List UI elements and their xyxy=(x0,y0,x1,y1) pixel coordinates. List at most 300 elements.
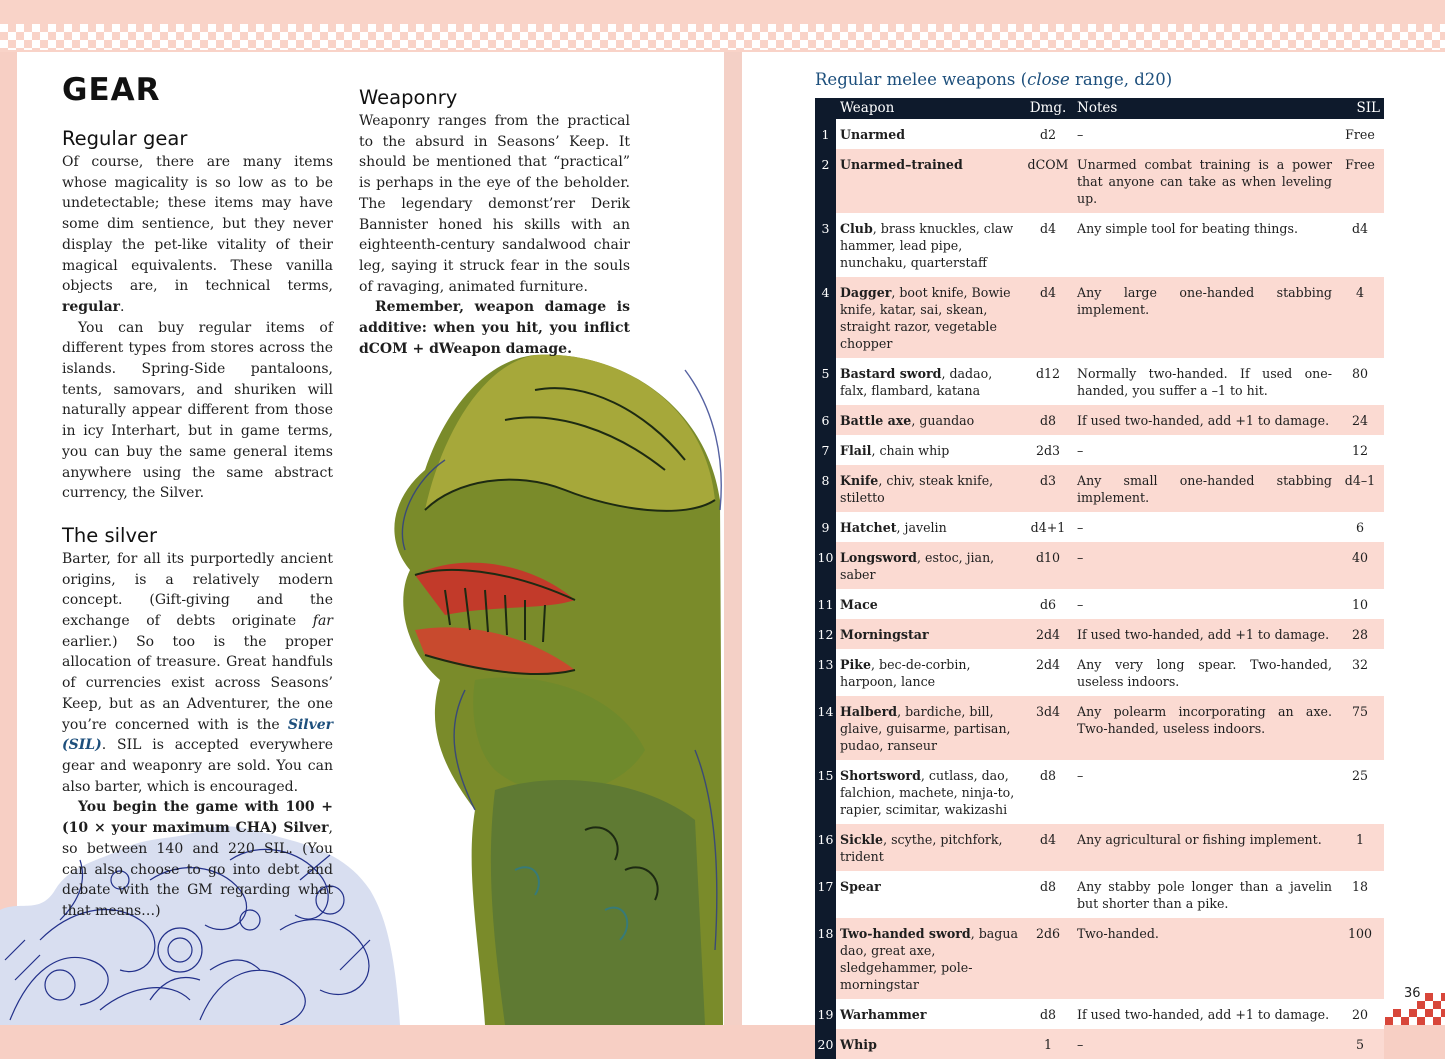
row-number: 18 xyxy=(815,918,836,999)
notes-cell: – xyxy=(1073,512,1336,542)
checker-square xyxy=(448,40,456,48)
checker-square xyxy=(640,24,648,32)
checker-square xyxy=(440,48,448,50)
checker-square xyxy=(856,48,864,50)
checker-square xyxy=(1168,24,1176,32)
damage-cell: d4 xyxy=(1023,213,1073,277)
checker-square xyxy=(712,32,720,40)
checker-square xyxy=(992,40,1000,48)
checker-square xyxy=(1344,40,1352,48)
sil-cell: 5 xyxy=(1336,1029,1384,1059)
checker-square xyxy=(328,32,336,40)
table-row xyxy=(815,358,1384,405)
checker-square xyxy=(344,32,352,40)
checker-square xyxy=(808,32,816,40)
table-row xyxy=(815,871,1384,918)
checker-square xyxy=(848,40,856,48)
checker-square xyxy=(920,48,928,50)
table-row xyxy=(815,649,1384,696)
checker-square xyxy=(288,40,296,48)
checker-square xyxy=(96,40,104,48)
regular-gear-paragraph-1 xyxy=(62,152,333,318)
checker-square xyxy=(40,32,48,40)
checker-square xyxy=(832,40,840,48)
checker-square xyxy=(272,24,280,32)
notes-cell: Any very long spear. Two-handed, useless indoors. xyxy=(1073,649,1336,696)
checker-square xyxy=(848,24,856,32)
checker-square xyxy=(608,40,616,48)
weapon-variants: , dadao, falx, flambard, katana xyxy=(840,366,993,398)
silver-text-b: earlier.) So too is the proper allocation of treasure. Great handfuls of currencies exist across Seasons’ Keep, but as an Adventurer, the one you’re concerned with is the xyxy=(62,633,333,733)
row-number: 15 xyxy=(815,760,836,824)
checker-square xyxy=(856,32,864,40)
checker-square xyxy=(952,48,960,50)
checker-square xyxy=(1432,32,1440,40)
checker-square xyxy=(1232,40,1240,48)
regular-gear-text: Of course, there are many items whose magicality is so low as to be undetectable; these items may have some dim sentience, but they never display the pet-like vitality of their magical equivalents. These vanilla objects are, in technical terms, xyxy=(62,154,333,295)
corner-checker-square xyxy=(1425,993,1433,1001)
checker-square xyxy=(1096,32,1104,40)
weapon-name: Sickle xyxy=(840,832,884,847)
weapon-cell xyxy=(836,277,1023,358)
weapon-variants: , bec-de-corbin, harpoon, lance xyxy=(840,657,971,689)
checker-square xyxy=(864,40,872,48)
weapon-variants: , bardiche, bill, glaive, guisarme, partisan, pudao, ranseur xyxy=(840,704,1011,753)
checker-square xyxy=(432,24,440,32)
checker-square xyxy=(520,48,528,50)
weapon-cell xyxy=(836,589,1023,619)
checker-square xyxy=(1024,24,1032,32)
checker-square xyxy=(336,40,344,48)
top-border-band xyxy=(0,0,1445,52)
weapon-name: Longsword xyxy=(840,550,917,565)
checker-square xyxy=(1424,24,1432,32)
checker-square xyxy=(768,24,776,32)
weapon-variants: , brass knuckles, claw hammer, lead pipe, nunchaku, quarterstaff xyxy=(840,221,1014,270)
checker-square xyxy=(528,24,536,32)
checker-square xyxy=(704,40,712,48)
sil-cell: 25 xyxy=(1336,760,1384,824)
damage-cell: 2d6 xyxy=(1023,918,1073,999)
checker-square xyxy=(488,32,496,40)
checker-square xyxy=(16,40,24,48)
checker-square xyxy=(320,24,328,32)
weapon-cell xyxy=(836,871,1023,918)
checker-square xyxy=(608,24,616,32)
checker-square xyxy=(920,32,928,40)
checker-square xyxy=(568,48,576,50)
checker-square xyxy=(1080,32,1088,40)
checker-square xyxy=(1088,40,1096,48)
checker-square xyxy=(664,32,672,40)
notes-cell: Two-handed. xyxy=(1073,918,1336,999)
checker-square xyxy=(1072,40,1080,48)
checker-square xyxy=(984,32,992,40)
checker-square xyxy=(672,24,680,32)
damage-cell: 3d4 xyxy=(1023,696,1073,760)
damage-cell: d4+1 xyxy=(1023,512,1073,542)
checker-square xyxy=(256,40,264,48)
table-title-a: Regular melee weapons ( xyxy=(815,70,1028,89)
checker-square xyxy=(504,32,512,40)
corner-checker-square xyxy=(1433,1017,1441,1025)
checker-square xyxy=(1376,40,1384,48)
checker-square xyxy=(784,24,792,32)
checker-square xyxy=(176,40,184,48)
checker-square xyxy=(1200,24,1208,32)
checker-square xyxy=(456,48,464,50)
weapon-name: Unarmed–trained xyxy=(840,157,963,172)
checker-square xyxy=(1280,40,1288,48)
checker-square xyxy=(1168,40,1176,48)
checker-square xyxy=(1144,48,1152,50)
weapon-name: Mace xyxy=(840,597,878,612)
row-number: 16 xyxy=(815,824,836,871)
checker-square xyxy=(1136,24,1144,32)
weapon-variants: , bagua dao, great axe, sledgehammer, pole-morningstar xyxy=(840,926,1018,992)
checker-square xyxy=(512,24,520,32)
silver-paragraph-2 xyxy=(62,797,333,921)
checker-square xyxy=(160,40,168,48)
sil-cell: 12 xyxy=(1336,435,1384,465)
weapon-cell xyxy=(836,405,1023,435)
checker-square xyxy=(688,24,696,32)
checker-square xyxy=(696,48,704,50)
checker-square xyxy=(712,48,720,50)
weapon-name: Shortsword xyxy=(840,768,921,783)
checker-square xyxy=(400,40,408,48)
checker-square xyxy=(1048,48,1056,50)
checker-square xyxy=(1048,32,1056,40)
checker-square xyxy=(968,32,976,40)
weapon-variants: , boot knife, Bowie knife, katar, sai, skean, straight razor, vegetable chopper xyxy=(840,285,1011,351)
checker-square xyxy=(120,48,128,50)
weapon-name: Bastard sword xyxy=(840,366,942,381)
checker-square xyxy=(1384,32,1392,40)
weapon-variants: , cutlass, dao, falchion, machete, ninja-to, rapier, scimitar, wakizashi xyxy=(840,768,1015,817)
checker-square xyxy=(648,48,656,50)
weapon-cell xyxy=(836,824,1023,871)
checker-square xyxy=(568,32,576,40)
table-row xyxy=(815,918,1384,999)
row-number: 1 xyxy=(815,119,836,149)
header-notes: Notes xyxy=(1073,98,1336,119)
checker-square xyxy=(624,24,632,32)
checker-square xyxy=(320,40,328,48)
damage-cell: d8 xyxy=(1023,760,1073,824)
checker-square xyxy=(32,40,40,48)
checker-square xyxy=(1320,32,1328,40)
checker-square xyxy=(72,48,80,50)
checker-square xyxy=(1328,40,1336,48)
checker-square xyxy=(1176,48,1184,50)
sil-cell: Free xyxy=(1336,149,1384,213)
checker-square xyxy=(528,40,536,48)
checker-square xyxy=(304,40,312,48)
checker-square xyxy=(1256,32,1264,40)
checker-square xyxy=(264,32,272,40)
checker-square xyxy=(1128,32,1136,40)
row-number: 12 xyxy=(815,619,836,649)
checker-square xyxy=(664,48,672,50)
checker-square xyxy=(832,24,840,32)
checker-square xyxy=(1336,32,1344,40)
checker-square xyxy=(792,48,800,50)
row-number: 14 xyxy=(815,696,836,760)
checker-square xyxy=(1120,40,1128,48)
silver-currency-term: Silver (SIL) xyxy=(62,716,333,754)
checker-square xyxy=(1256,48,1264,50)
notes-cell: Any small one-handed stabbing implement. xyxy=(1073,465,1336,512)
checker-square xyxy=(312,32,320,40)
checker-square xyxy=(304,24,312,32)
checker-square xyxy=(32,24,40,32)
checker-square xyxy=(640,40,648,48)
checker-square xyxy=(344,48,352,50)
checker-square xyxy=(64,40,72,48)
checker-square xyxy=(728,48,736,50)
checker-square xyxy=(1360,24,1368,32)
checker-square xyxy=(0,40,8,48)
damage-cell: 1 xyxy=(1023,1029,1073,1059)
checker-square xyxy=(1408,40,1416,48)
corner-checker-square xyxy=(1409,1009,1417,1017)
header-weapon: Weapon xyxy=(836,98,1023,119)
checker-square xyxy=(104,32,112,40)
starting-silver-text: , so between 140 and 220 SIL. (You can also choose to go into debt and debate with the GM regarding what that means…) xyxy=(62,820,333,919)
table-title xyxy=(815,70,1172,89)
notes-cell: Any simple tool for beating things. xyxy=(1073,213,1336,277)
checker-square xyxy=(1032,48,1040,50)
checker-square xyxy=(1368,32,1376,40)
sil-cell: d4–1 xyxy=(1336,465,1384,512)
row-number: 6 xyxy=(815,405,836,435)
checker-square xyxy=(360,48,368,50)
weapon-variants: , javelin xyxy=(896,520,947,535)
checker-square xyxy=(56,48,64,50)
checker-square xyxy=(424,32,432,40)
weapon-name: Whip xyxy=(840,1037,877,1052)
checker-square xyxy=(752,40,760,48)
weapon-name: Battle axe xyxy=(840,413,912,428)
sil-cell: 40 xyxy=(1336,542,1384,589)
sil-cell: 24 xyxy=(1336,405,1384,435)
header-damage: Dmg. xyxy=(1023,98,1073,119)
weapon-name: Morningstar xyxy=(840,627,929,642)
damage-cell: d8 xyxy=(1023,405,1073,435)
checker-square xyxy=(1328,24,1336,32)
checker-square xyxy=(1272,32,1280,40)
checker-square xyxy=(1440,24,1445,32)
checker-square xyxy=(1296,24,1304,32)
checker-square xyxy=(168,48,176,50)
checker-square xyxy=(888,32,896,40)
checker-square xyxy=(1040,24,1048,32)
weapon-cell xyxy=(836,649,1023,696)
damage-cell: dCOM xyxy=(1023,149,1073,213)
checker-square xyxy=(1008,24,1016,32)
checker-square xyxy=(1160,48,1168,50)
checker-square xyxy=(600,48,608,50)
checker-square xyxy=(480,40,488,48)
checker-square xyxy=(152,32,160,40)
checker-square xyxy=(720,24,728,32)
weapon-cell xyxy=(836,918,1023,999)
checker-square xyxy=(296,32,304,40)
checker-square xyxy=(1264,24,1272,32)
checker-square xyxy=(24,48,32,50)
checker-square xyxy=(368,40,376,48)
checker-square xyxy=(1440,40,1445,48)
melee-weapons-table xyxy=(815,98,1384,1059)
checker-square xyxy=(1136,40,1144,48)
checker-square xyxy=(296,48,304,50)
checker-square xyxy=(936,48,944,50)
checker-square xyxy=(520,32,528,40)
checker-square xyxy=(616,48,624,50)
checker-square xyxy=(464,40,472,48)
checker-square xyxy=(704,24,712,32)
checker-square xyxy=(624,40,632,48)
checker-square xyxy=(176,24,184,32)
weapon-name: Knife xyxy=(840,473,879,488)
checker-square xyxy=(1120,24,1128,32)
checker-square xyxy=(1336,48,1344,50)
checker-square xyxy=(1416,48,1424,50)
corner-checker-square xyxy=(1393,1009,1401,1017)
checker-square xyxy=(1056,24,1064,32)
checker-square xyxy=(40,48,48,50)
damage-cell: d6 xyxy=(1023,589,1073,619)
checker-square xyxy=(632,48,640,50)
checker-square xyxy=(1224,48,1232,50)
checker-square xyxy=(408,48,416,50)
checker-square xyxy=(208,24,216,32)
page-number: 36 xyxy=(1404,986,1421,1001)
checker-square xyxy=(1152,24,1160,32)
checker-square xyxy=(1400,48,1408,50)
notes-cell: Any agricultural or fishing implement. xyxy=(1073,824,1336,871)
checker-square xyxy=(800,40,808,48)
checker-square xyxy=(1408,24,1416,32)
checker-square xyxy=(1240,48,1248,50)
checker-square xyxy=(1288,48,1296,50)
weapon-cell xyxy=(836,465,1023,512)
checker-square xyxy=(592,40,600,48)
sil-cell: 75 xyxy=(1336,696,1384,760)
checker-square xyxy=(840,48,848,50)
checker-square xyxy=(760,48,768,50)
notes-cell: Any polearm incorporating an axe. Two-handed, useless indoors. xyxy=(1073,696,1336,760)
checker-square xyxy=(1064,48,1072,50)
checker-square xyxy=(72,32,80,40)
weapon-name: Flail xyxy=(840,443,872,458)
checker-square xyxy=(1384,48,1392,50)
checker-square xyxy=(88,48,96,50)
checker-square xyxy=(432,40,440,48)
checker-square xyxy=(600,32,608,40)
checker-square xyxy=(976,40,984,48)
sil-cell: 28 xyxy=(1336,619,1384,649)
checker-square xyxy=(1112,32,1120,40)
checker-square xyxy=(456,32,464,40)
checker-square xyxy=(120,32,128,40)
table-row xyxy=(815,824,1384,871)
table-row xyxy=(815,1029,1384,1059)
checker-square xyxy=(776,32,784,40)
checker-square xyxy=(136,32,144,40)
checker-square xyxy=(976,24,984,32)
checker-square xyxy=(816,40,824,48)
checker-square xyxy=(824,48,832,50)
checker-square xyxy=(560,40,568,48)
row-number: 5 xyxy=(815,358,836,405)
row-number: 13 xyxy=(815,649,836,696)
checker-square xyxy=(1160,32,1168,40)
checker-square xyxy=(928,40,936,48)
checker-square xyxy=(1264,40,1272,48)
sil-cell: Free xyxy=(1336,119,1384,149)
checker-square xyxy=(88,32,96,40)
checker-square xyxy=(448,24,456,32)
checker-square xyxy=(576,40,584,48)
table-row xyxy=(815,405,1384,435)
checker-square xyxy=(808,48,816,50)
checker-square xyxy=(200,48,208,50)
corner-checker-square xyxy=(1441,993,1445,1001)
checker-square xyxy=(1016,32,1024,40)
left-text-column xyxy=(62,126,333,922)
checker-square xyxy=(1392,40,1400,48)
checker-square xyxy=(768,40,776,48)
weapon-cell xyxy=(836,435,1023,465)
checker-square xyxy=(248,48,256,50)
checker-square xyxy=(272,40,280,48)
checker-square xyxy=(1104,40,1112,48)
checker-square xyxy=(168,32,176,40)
checker-square xyxy=(904,48,912,50)
checker-square xyxy=(192,24,200,32)
table-row xyxy=(815,542,1384,589)
checker-square xyxy=(472,32,480,40)
regular-term: regular xyxy=(62,298,121,315)
checker-square xyxy=(888,48,896,50)
checker-square xyxy=(552,48,560,50)
checker-square xyxy=(1176,32,1184,40)
table-title-b: range, d20) xyxy=(1069,70,1173,89)
checker-square xyxy=(728,32,736,40)
checker-square xyxy=(1360,40,1368,48)
table-row xyxy=(815,465,1384,512)
checker-square xyxy=(488,48,496,50)
checker-square xyxy=(792,32,800,40)
checker-square xyxy=(104,48,112,50)
checker-square xyxy=(912,40,920,48)
checker-square xyxy=(1208,32,1216,40)
checker-square xyxy=(56,32,64,40)
table-row xyxy=(815,435,1384,465)
checker-square xyxy=(384,40,392,48)
checker-square xyxy=(1096,48,1104,50)
silver-paragraph-1 xyxy=(62,549,333,797)
checker-square xyxy=(592,24,600,32)
checker-square xyxy=(400,24,408,32)
table-row xyxy=(815,512,1384,542)
checker-square xyxy=(544,24,552,32)
checker-square xyxy=(1400,32,1408,40)
checker-square xyxy=(1056,40,1064,48)
checker-square xyxy=(1040,40,1048,48)
